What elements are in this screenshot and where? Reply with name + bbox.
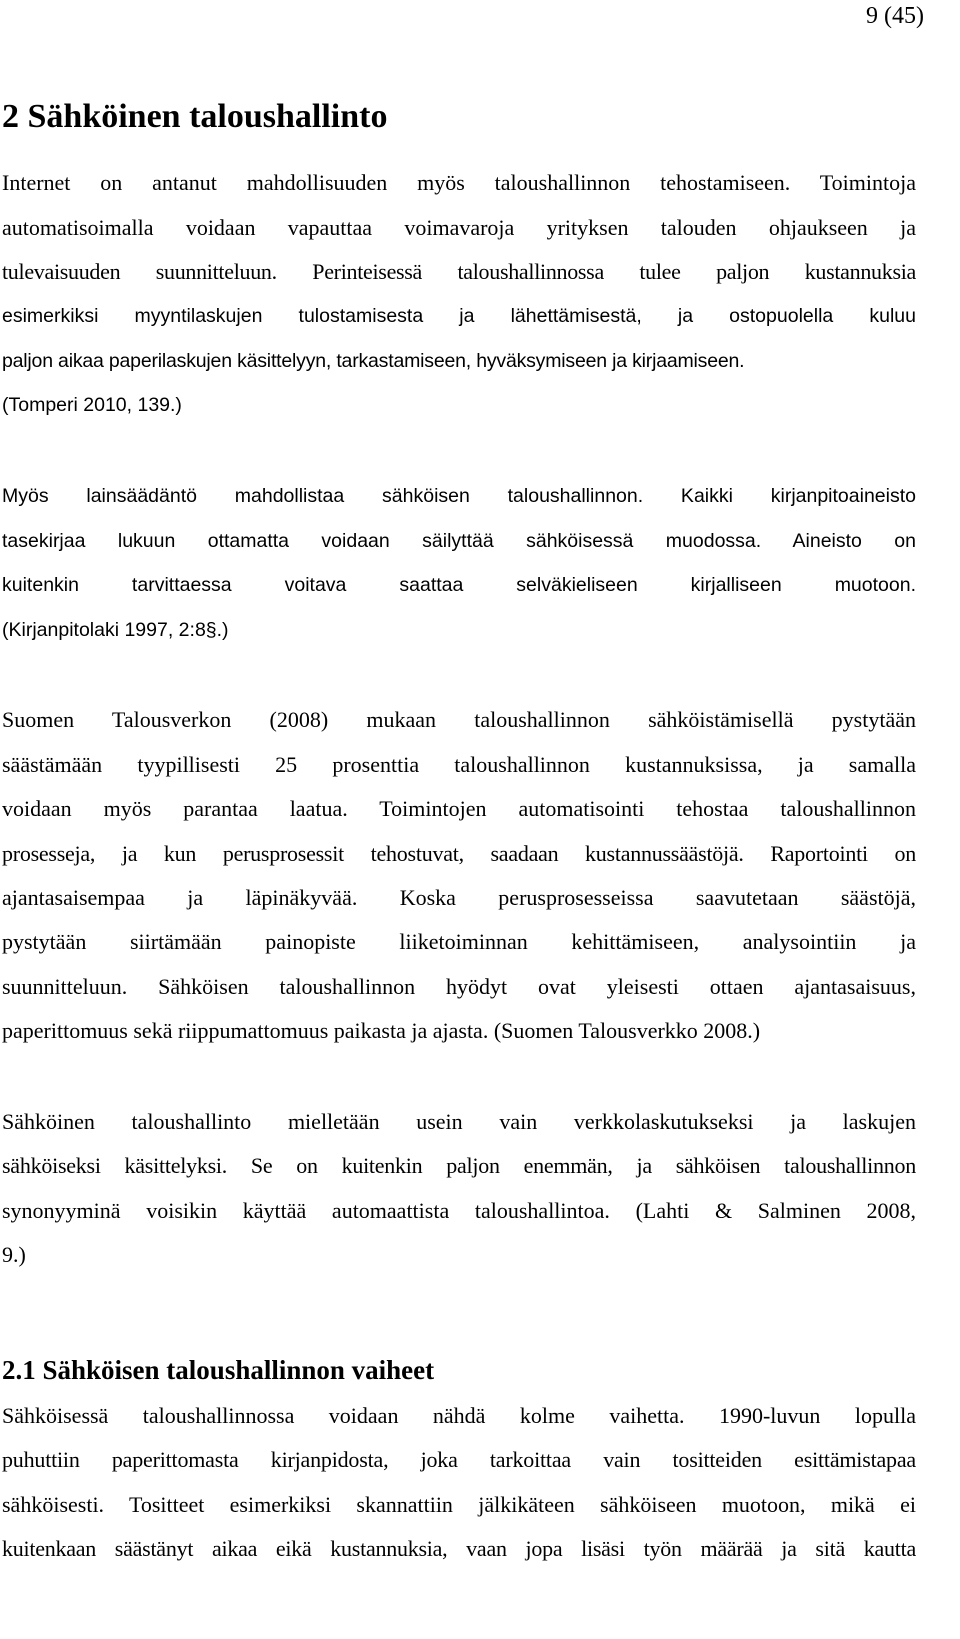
- text-line: Myös lainsäädäntö mahdollistaa sähköisen taloushallinnon. Kaikki kirjanpitoaineisto: [2, 485, 916, 507]
- text-line: Sähköisessä taloushallinnossa voidaan nähdä kolme vaihetta. 1990-luvun lopulla: [2, 1403, 916, 1428]
- text-line: sähköiseksi käsittelyksi. Se on kuitenkin paljon enemmän, ja sähköisen taloushallinnon: [2, 1153, 916, 1178]
- text-line: prosesseja, ja kun perusprosessit tehostuvat, saadaan kustannussäästöjä. Raportointi on: [2, 841, 916, 866]
- section-heading: 2 Sähköinen taloushallinto: [2, 98, 388, 135]
- text-line: paperittomuus sekä riippumattomuus paikasta ja ajasta. (Suomen Talousverkko 2008.): [2, 1018, 761, 1043]
- text-line: paljon aikaa paperilaskujen käsittelyyn, tarkastamiseen, hyväksymiseen ja kirjaamiseen.: [2, 350, 745, 372]
- text-line: kuitenkaan säästänyt aikaa eikä kustannuksia, vaan jopa lisäsi työn määrää ja sitä kautta: [2, 1536, 916, 1561]
- text-line: suunnitteluun. Sähköisen taloushallinnon hyödyt ovat yleisesti ottaen ajantasaisuus,: [2, 974, 916, 999]
- text-line: 9.): [2, 1242, 26, 1267]
- text-line: (Tomperi 2010, 139.): [2, 394, 182, 416]
- text-line: kuitenkin tarvittaessa voitava saattaa selväkieliseen kirjalliseen muotoon.: [2, 574, 916, 596]
- text-line: säästämään tyypillisesti 25 prosenttia taloushallinnon kustannuksissa, ja samalla: [2, 752, 916, 777]
- text-line: Suomen Talousverkon (2008) mukaan taloushallinnon sähköistämisellä pystytään: [2, 707, 916, 732]
- text-line: (Kirjanpitolaki 1997, 2:8§.): [2, 619, 229, 641]
- text-line: pystytään siirtämään painopiste liiketoiminnan kehittämiseen, analysointiin ja: [2, 929, 916, 954]
- text-line: voidaan myös parantaa laatua. Toimintojen automatisointi tehostaa taloushallinnon: [2, 796, 916, 821]
- text-line: Internet on antanut mahdollisuuden myös taloushallinnon tehostamiseen. Toimintoja: [2, 170, 916, 195]
- text-line: tulevaisuuden suunnitteluun. Perinteisessä taloushallinnossa tulee paljon kustannuksia: [2, 259, 916, 284]
- text-line: ajantasaisempaa ja läpinäkyvää. Koska perusprosesseissa saavutetaan säästöjä,: [2, 885, 916, 910]
- text-line: tasekirjaa lukuun ottamatta voidaan säilyttää sähköisessä muodossa. Aineisto on: [2, 530, 916, 552]
- text-line: Sähköinen taloushallinto mielletään usein vain verkkolaskutukseksi ja laskujen: [2, 1109, 916, 1134]
- text-line: synonyyminä voisikin käyttää automaattista taloushallintoa. (Lahti & Salminen 2008,: [2, 1198, 916, 1223]
- text-line: automatisoimalla voidaan vapauttaa voimavaroja yrityksen talouden ohjaukseen ja: [2, 215, 916, 240]
- text-line: puhuttiin paperittomasta kirjanpidosta, joka tarkoittaa vain tositteiden esittämistapaa: [2, 1447, 916, 1472]
- subsection-heading: 2.1 Sähköisen taloushallinnon vaiheet: [2, 1355, 435, 1385]
- page-number: 9 (45): [866, 3, 924, 29]
- text-line: esimerkiksi myyntilaskujen tulostamisesta ja lähettämisestä, ja ostopuolella kuluu: [2, 305, 916, 327]
- text-line: sähköisesti. Tositteet esimerkiksi skannattiin jälkikäteen sähköiseen muotoon, mikä ei: [2, 1492, 916, 1517]
